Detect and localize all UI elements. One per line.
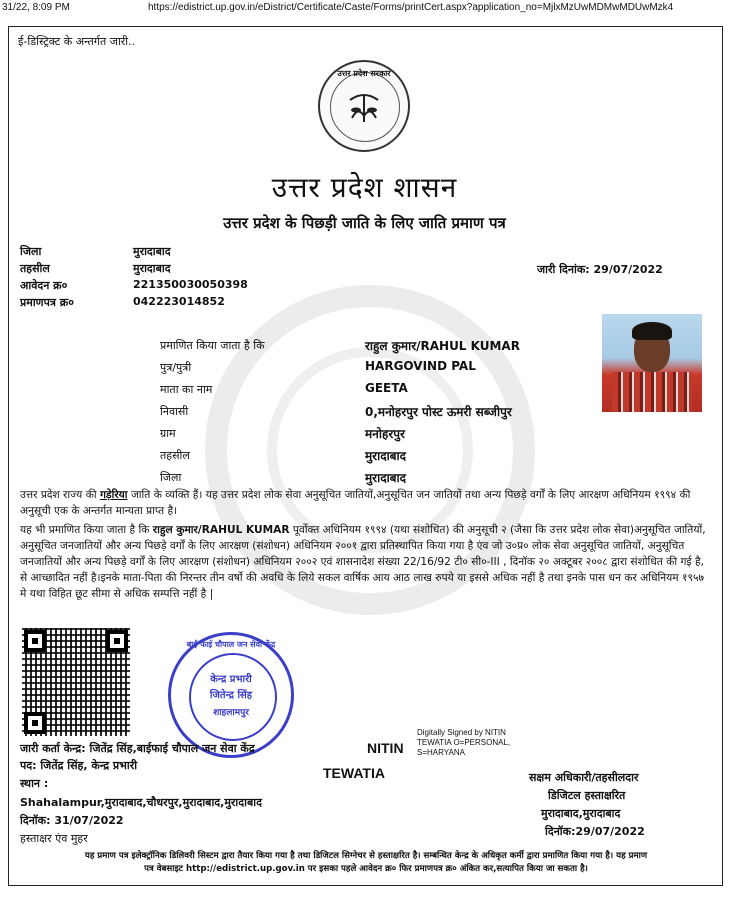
certification-paragraph: यह भी प्रमाणित किया जाता है कि राहुल कुमार/RAHUL KUMAR पूर्वोक्त अधिनियम १९९४ (यथा संशोधित) की अनुसूची २ (जैसा कि उत्तर प्रदेश लोक सेवा)अनुसूचित जातियों, अनुसूचित जनजातियों और अन्य पिछड़े वर्गों के लिए आरक्षण (संशोधन) अधिनियम २००१ द्वारा प्रतिस्थापित किया गया है एंव जो उ०प्र० लोक सेवा अनुसूचित जातियों, अनुसूचित जनजातियों और अन्य पिछड़े वर्गों के लिए आरक्षण (संशोधन) अधिनियम २००२ एवं शासनादेश संख्या 22/16/92 टी० सी०-III , दिनॉक २० अक्टूबर २००८ द्वारा संशोधित की गई है, से आच्छादित नहीं है।इनके माता-पिता की निरन्तर तीन वर्षो की अवधि के लिये सकल वार्षिक आय आठ लाख रुपये या इससे अधिक नहीं है तथा इनके पास धन कर अधिनियम १९५७ मे यथा विहित छूट सीमा से अधिक सम्पत्ति नहीं है | bbox=[20, 524, 706, 600]
certificate-footer-note bbox=[20, 850, 712, 876]
village-value: मनोहरपुर bbox=[365, 427, 405, 441]
place-value: Shahalampur,मुरादाबाद,चौधरपुर,मुरादाबाद,मुरादाबाद bbox=[20, 796, 262, 809]
seal-line-2: जितेन्द्र सिंह bbox=[209, 690, 253, 701]
verification-qr-code bbox=[22, 628, 130, 736]
district-value: मुरादाबाद bbox=[133, 245, 171, 258]
caste-statement-paragraph: उत्तर प्रदेश राज्य की गड़ेरिया जाति के व्यक्ति हैं। यह उत्तर प्रदेश लोक सेवा अनुसूचित जातियों,अनुसूचित जन जातियों तथा अन्य पिछड़े वर्गों के लिए आरक्षण अधिनियम १९९४ की अनुसूची एक के अन्तर्गत मान्यता प्राप्त है। bbox=[20, 489, 691, 517]
authority-signed: डिजिटल हस्ताक्षरित bbox=[548, 789, 626, 802]
authority-title: सक्षम अधिकारी/तहसीलदार bbox=[529, 771, 639, 784]
certificate-title: उत्तर प्रदेश के पिछड़ी जाति के लिए जाति प्रमाण पत्र bbox=[223, 214, 506, 232]
person-label-tehsil: तहसील bbox=[160, 449, 190, 462]
seal-ring-text: बाईं फाई चौपाल जन सेवा केंद्र bbox=[186, 640, 276, 649]
person-tehsil-value: मुरादाबाद bbox=[365, 449, 407, 463]
certificate-no-label: प्रमाणपत्र क्र० bbox=[20, 296, 74, 309]
footer-line-2: पत्र वेबसाइट http://edistrict.up.gov.in पर इसका पहले आवेदन क्र० फिर प्रमाणपत्र क्र० अंकित कर,सत्यापित किया जा सकता है। bbox=[144, 864, 588, 874]
applicant-photo bbox=[602, 314, 702, 412]
application-no-value: 221350030050398 bbox=[133, 278, 248, 291]
issuing-center-seal bbox=[168, 632, 294, 758]
place-label: स्थान : bbox=[20, 777, 49, 790]
tehsil-label: तहसील bbox=[20, 262, 50, 275]
person-label-district: जिला bbox=[160, 471, 182, 484]
up-government-emblem bbox=[318, 60, 410, 152]
issuing-center: जारी कर्ता केन्द्र: जितेंद्र सिंह,बाईफाई चौपाल जन सेवा केंद्र bbox=[20, 742, 255, 755]
authority-date: दिनॉक:29/07/2022 bbox=[545, 825, 645, 838]
footer-line-1: यह प्रमाण पत्र इलेक्ट्रॉनिक डिलिवरी सिस्टम द्वारा तैयार किया गया है तथा डिजिटल सिग्नेचर से हस्ताक्षरित है। सम्बन्धित केन्द्र के अधिकृत कर्मी द्वारा प्रमाणित किया गया है। यह प्रमाण bbox=[84, 851, 648, 861]
digital-signature-name-1: NITIN bbox=[367, 740, 404, 756]
certificate-no-value: 042223014852 bbox=[133, 295, 225, 308]
person-label-village: ग्राम bbox=[160, 427, 176, 440]
emblem-fish-bow-icon bbox=[344, 88, 384, 128]
government-title: उत्तर प्रदेश शासन bbox=[271, 171, 458, 204]
certified-name: राहुल कुमार/RAHUL KUMAR bbox=[152, 524, 290, 536]
issue-date: जारी दिनांक: 29/07/2022 bbox=[537, 263, 663, 276]
person-label-resident: निवासी bbox=[160, 405, 189, 418]
signature-seal-label: हस्ताक्षर एंव मुहर bbox=[20, 832, 88, 845]
person-label-parent: पुत्र/पुत्री bbox=[160, 361, 192, 374]
person-label-mother: माता का नाम bbox=[160, 383, 213, 396]
district-label: जिला bbox=[20, 245, 42, 258]
issuer-post: पद: जितेंद्र सिंह, केन्द्र प्रभारी bbox=[20, 759, 138, 772]
seal-line-1: केन्द्र प्रभारी bbox=[210, 674, 252, 685]
issued-under-note: ई-डिस्ट्रिक्ट के अन्तर्गत जारी.. bbox=[18, 35, 136, 48]
authority-place: मुरादाबाद,मुरादाबाद bbox=[541, 807, 621, 820]
resident-address: 0,मनोहरपुर पोस्ट ऊमरी सब्जीपुर bbox=[365, 405, 512, 419]
issuer-date: दिनॉक: 31/07/2022 bbox=[20, 814, 124, 827]
father-name: HARGOVIND PAL bbox=[365, 359, 476, 373]
tehsil-value: मुरादाबाद bbox=[133, 262, 171, 275]
digital-signature-name-2: TEWATIA bbox=[323, 765, 385, 781]
application-no-label: आवेदन क्र० bbox=[20, 279, 68, 292]
person-label-certify: प्रमाणित किया जाता है कि bbox=[160, 339, 265, 352]
emblem-text: उत्तर प्रदेश सरकार bbox=[337, 69, 391, 78]
print-datetime: 31/22, 8:09 PM bbox=[2, 2, 70, 13]
caste-name: गड़ेरिया bbox=[99, 489, 128, 501]
print-url: https://edistrict.up.gov.in/eDistrict/Certificate/Caste/Forms/printCert.aspx?application_no=MjlxMzUwMDMwMDUwMzk4 bbox=[148, 2, 674, 13]
person-name: राहुल कुमार/RAHUL KUMAR bbox=[365, 339, 520, 353]
mother-name: GEETA bbox=[365, 381, 408, 395]
person-district-value: मुरादाबाद bbox=[365, 471, 407, 485]
digital-signature-details: Digitally Signed by NITIN TEWATIA O=PERSONAL, S=HARYANA bbox=[417, 728, 511, 757]
seal-line-3: शाहलामपुर bbox=[213, 708, 249, 718]
